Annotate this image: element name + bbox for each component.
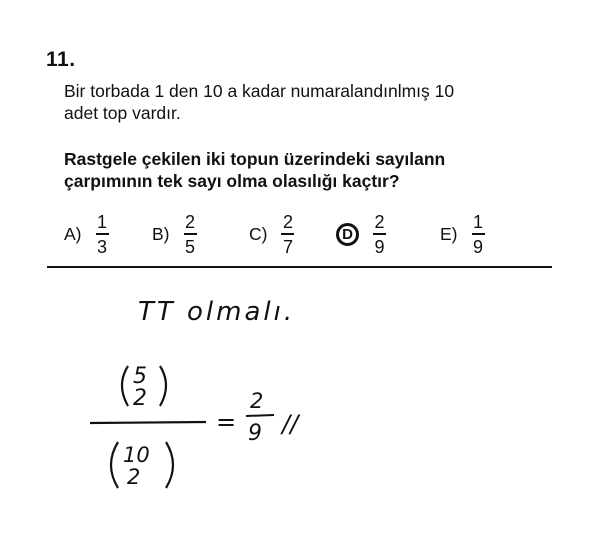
main-fraction-bar xyxy=(90,422,206,423)
comb-bottom-k: 2 xyxy=(127,465,141,489)
choice-d-numerator: 2 xyxy=(374,211,385,232)
choice-c-letter: C) xyxy=(249,223,268,244)
choice-a-letter: A) xyxy=(64,223,82,244)
left-paren-bottom xyxy=(111,442,118,488)
choice-b-numerator: 2 xyxy=(184,211,195,232)
end-mark: // xyxy=(282,410,299,438)
result-denominator: 9 xyxy=(248,421,262,446)
result-numerator: 2 xyxy=(250,389,264,413)
comb-bottom-n: 10 xyxy=(123,443,150,467)
choice-b-letter: B) xyxy=(152,223,170,244)
right-paren-bottom xyxy=(166,442,173,488)
choice-e-numerator: 1 xyxy=(472,211,483,232)
stem-line-1: Bir torbada 1 den 10 a kadar numaralandınlmış 10 xyxy=(64,81,455,101)
choice-c-denominator: 7 xyxy=(282,236,293,257)
choice-d-letter: D xyxy=(342,225,353,243)
prompt-line-2: çarpımının tek sayı olma olasılığı kaçtır? xyxy=(64,171,400,191)
stem-line-2: adet top vardır. xyxy=(64,103,181,123)
comb-top-k: 2 xyxy=(133,386,147,411)
result-fraction-bar xyxy=(246,415,274,416)
right-paren-top xyxy=(160,366,166,406)
choice-a-denominator: 3 xyxy=(96,236,107,257)
handwritten-note: TT olmalı. xyxy=(138,297,296,327)
choice-e-letter: E) xyxy=(440,223,458,244)
choice-c-numerator: 2 xyxy=(282,211,293,232)
question-number: 11. xyxy=(46,48,76,71)
equals-sign: = xyxy=(216,408,237,436)
prompt-line-1: Rastgele çekilen iki topun üzerindeki sayılann xyxy=(64,149,446,169)
comb-top-n: 5 xyxy=(133,364,147,389)
choice-b-denominator: 5 xyxy=(184,236,195,257)
choice-a-numerator: 1 xyxy=(96,211,107,232)
left-paren-top xyxy=(122,366,128,406)
choice-e-denominator: 9 xyxy=(472,236,483,257)
choice-d-denominator: 9 xyxy=(374,236,385,257)
